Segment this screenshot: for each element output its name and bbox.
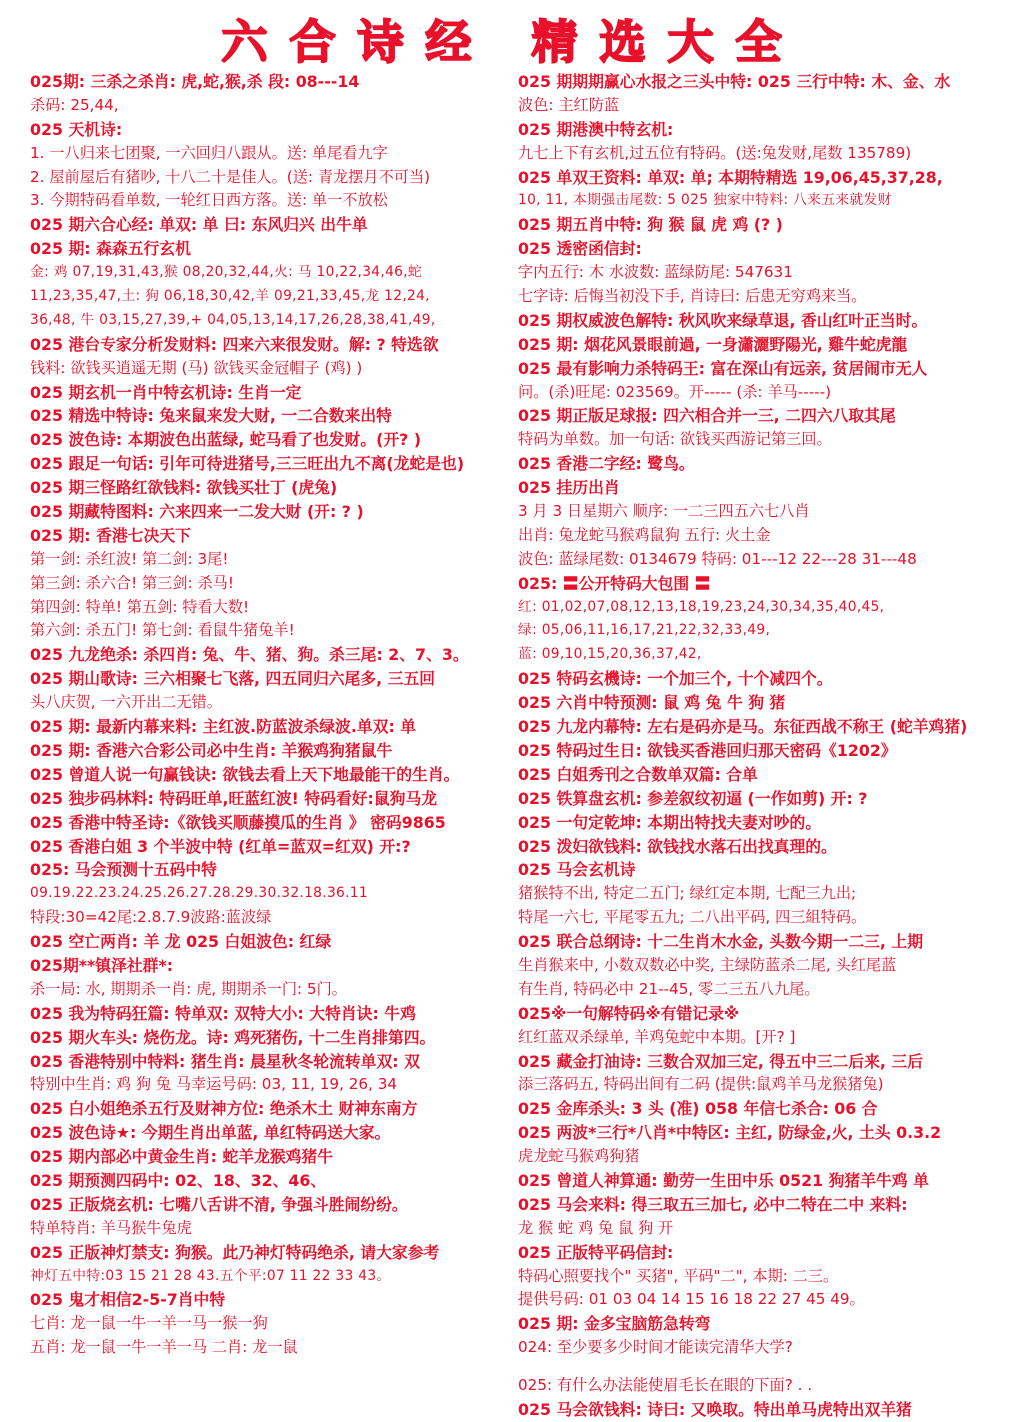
- left-text-line: 五肖: 龙一鼠一牛一羊一马 二肖: 龙一鼠: [30, 1338, 298, 1357]
- left-text-line: 头八庆贺, 一六开出二无错。: [30, 693, 222, 712]
- right-text-line: 虎龙蛇马猴鸡狗猪: [518, 1147, 640, 1166]
- left-text-line: 025期**镇泽社群*:: [30, 955, 174, 975]
- right-text-line: 025 期正版足球报: 四六相合并一三, 二四六八取其尾: [518, 406, 896, 426]
- right-text-line: 添三落码五, 特码出间有二码 (提供:鼠鸡羊马龙猴猪兔): [518, 1075, 884, 1094]
- right-text-line: 025 期: 金多宝脑筋急转弯: [518, 1314, 711, 1334]
- left-text-line: 025 期山歌诗: 三六相聚七飞落, 四五同归六尾多, 三五回: [30, 669, 436, 689]
- left-text-line: 025 期火车头: 烧伤龙。诗: 鸡死猪伤, 十二生肖排第四。: [30, 1027, 436, 1047]
- right-text-line: 025 马会玄机诗: [518, 860, 636, 880]
- left-text-line: 025 精选中特诗: 兔来鼠来发大财, 一二合数来出特: [30, 406, 392, 426]
- left-text-line: 025 期三怪路红欲钱料: 欲钱买壮丁 (虎兔): [30, 478, 338, 498]
- right-text-line: 025※一句解特码※有错记录※: [518, 1003, 740, 1023]
- left-text-line: 025 九龙绝杀: 杀四肖: 兔、牛、猪、狗。杀三尾: 2、7、3。: [30, 645, 469, 665]
- left-text-line: 025 我为特码狂篇: 特单双: 双特大小: 大特肖诀: 牛鸡: [30, 1003, 416, 1023]
- right-text-line: 025 期期期赢心水报之三头中特: 025 三行中特: 木、金、水: [518, 72, 951, 91]
- right-text-line: 3 月 3 日星期六 顺序: 一二三四五六七八肖: [518, 502, 810, 521]
- right-text-line: 025 马会来料: 得三取五三加七, 必中二特在二中 来料:: [518, 1194, 908, 1214]
- right-text-line: 025 泼妇欲钱料: 欲钱找水落石出找真理的。: [518, 836, 837, 856]
- left-text-line: 025 期六合心经: 单双: 单 曰: 东风归兴 出牛单: [30, 215, 368, 235]
- right-text-line: 025: 〓公开特码大包围 〓: [518, 573, 711, 593]
- right-text-line: 025 挂历出肖: [518, 478, 620, 498]
- left-text-line: 025 空亡两肖: 羊 龙 025 白姐波色: 红绿: [30, 932, 332, 952]
- right-text-line: 有生肖, 特码必中 21--45, 零二三五八九尾。: [518, 979, 820, 998]
- left-text-line: 025 期内部必中黄金生肖: 蛇羊龙猴鸡猪牛: [30, 1147, 334, 1167]
- right-text-line: 025 铁算盘玄机: 参差叙纹初逼 (一作如剪) 开: ?: [518, 788, 868, 808]
- right-text-line: 025 期权威波色解特: 秋风吹来绿草退, 香山红叶正当时。: [518, 310, 928, 330]
- left-text-line: 025 期: 森森五行玄机: [30, 239, 191, 259]
- right-text-line: 025 期港澳中特玄机:: [518, 119, 674, 139]
- right-text-line: 025 特码玄機诗: 一个加三个, 十个减四个。: [518, 669, 833, 689]
- right-text-line: 025 特码过生日: 欲钱买香港回归那天密码《1202》: [518, 740, 897, 760]
- right-text-line: 025: 有什么办法能使眉毛长在眼的下面? . .: [518, 1376, 813, 1395]
- right-text-line: 025 白姐秀刊之合数单双篇: 合单: [518, 764, 758, 784]
- right-text-line: 025 透密函信封:: [518, 239, 642, 259]
- right-text-line: 025 最有影响力杀特码王: 富在深山有远亲, 贫居闹市无人: [518, 358, 928, 378]
- right-text-line: 波色: 主红防蓝: [518, 95, 620, 114]
- right-text-line: 025 联合总纲诗: 十二生肖木水金, 头数今期一二三, 上期: [518, 932, 924, 952]
- right-column: [518, 70, 998, 1422]
- right-text-line: 025 香港二字经: 鹭鸟。: [518, 454, 695, 474]
- right-text-line: 025 曾道人神算通: 勤劳一生田中乐 0521 狗猪羊牛鸡 单: [518, 1170, 929, 1190]
- right-text-line: 025 九龙内幕特: 左右是码亦是马。东征西战不称王 (蛇羊鸡猪): [518, 717, 968, 737]
- right-text-line: 七字诗: 后悔当初没下手, 肖诗曰: 后患无穷鸡来当。: [518, 287, 867, 306]
- left-text-line: 025 香港特别中特料: 猪生肖: 晨星秋冬轮流转单双: 双: [30, 1051, 420, 1071]
- left-text-line: 七肖: 龙一鼠一牛一羊一马一猴一狗: [30, 1314, 268, 1333]
- right-text-line: 生肖猴来中, 小数双数必中奖, 主绿防蓝杀二尾, 头红尾蓝: [518, 955, 897, 974]
- right-text-line: 绿: 05,06,11,16,17,21,22,32,33,49,: [518, 622, 771, 639]
- left-text-line: 025 期预测四码中: 02、18、32、46、: [30, 1170, 327, 1190]
- left-text-line: 杀一局: 水, 期期杀一肖: 虎, 期期杀一门: 5门。: [30, 979, 347, 998]
- left-text-line: 025 独步码林料: 特码旺单,旺蓝红波! 特码看好:鼠狗马龙: [30, 788, 438, 808]
- left-text-line: 025 波色诗★: 今期生肖出单蓝, 单红特码送大家。: [30, 1123, 391, 1143]
- right-text-line: 025 六肖中特预测: 鼠 鸡 兔 牛 狗 猪: [518, 693, 786, 713]
- right-text-line: 红红蓝双杀绿单, 羊鸡兔蛇中本期。[开? ]: [518, 1027, 796, 1046]
- right-text-line: 特码心照要找个" 买猪", 平码"二", 本期: 二三。: [518, 1266, 839, 1285]
- right-text-line: 九七上下有玄机,过五位有特码。(送:兔发财,尾数 135789): [518, 143, 912, 162]
- left-text-line: 36,48, 牛 03,15,27,39,+ 04,05,13,14,17,26,28,38,41,49,: [30, 311, 436, 328]
- left-text-line: 09.19.22.23.24.25.26.27.28.29.30.32.18.36.11: [30, 885, 368, 902]
- right-text-line: 025 金库杀头: 3 头 (准) 058 年信七杀合: 06 合: [518, 1099, 878, 1119]
- right-text-line: 025 马会欲钱料: 诗曰: 又唤取。特出单马虎特出双羊猪: [518, 1399, 912, 1419]
- left-text-line: 025 跟足一句话: 引年可待进猪号,三三旺出九不离(龙蛇是也): [30, 454, 465, 474]
- left-text-line: 025 正版烧玄机: 七嘴八舌讲不清, 争强斗胜闹纷纷。: [30, 1194, 408, 1214]
- right-text-line: 波色: 蓝绿尾数: 0134679 特码: 01---12 22---28 31---48: [518, 549, 917, 568]
- right-text-line: 出肖: 兔龙蛇马猴鸡鼠狗 五行: 火土金: [518, 525, 771, 544]
- left-text-line: 杀码: 25,44,: [30, 95, 119, 114]
- left-text-line: 金: 鸡 07,19,31,43,猴 08,20,32,44,火: 马 10,22,34,46,蛇: [30, 264, 423, 281]
- left-text-line: 025 期藏特图料: 六来四来一二发大财 (开: ? ): [30, 502, 364, 522]
- left-text-line: 025 香港白姐 3 个半波中特 (红单=蓝双=红双) 开:?: [30, 836, 411, 856]
- left-text-line: 025: 马会预测十五码中特: [30, 860, 217, 880]
- right-text-line: 025 两波*三行*八肖*中特区: 主红, 防绿金,火, 土头 0.3.2: [518, 1123, 942, 1143]
- right-text-line: 025 单双王资料: 单双: 单; 本期特精选 19,06,45,37,28,: [518, 167, 943, 187]
- right-text-line: 问。(杀)旺尾: 023569。开----- (杀: 羊马-----): [518, 382, 832, 401]
- left-text-line: 025 正版神灯禁支: 狗猴。此乃神灯特码绝杀, 请大家参考: [30, 1242, 440, 1262]
- left-text-line: 第四剑: 特单! 第五剑: 特看大数!: [30, 597, 250, 616]
- left-text-line: 025 鬼才相信2-5-7肖中特: [30, 1290, 226, 1310]
- left-text-line: 2. 屋前屋后有猪吵, 十八二十是佳人。(送: 青龙摆月不可当): [30, 167, 431, 186]
- left-text-line: 025 港台专家分析发财料: 四来六来很发财。解: ? 特选欲: [30, 334, 439, 354]
- left-text-line: 钱料: 欲钱买逍遥无期 (马) 欲钱买金冠帽子 (鸡) ): [30, 358, 363, 377]
- left-text-line: 1. 一八归来七团聚, 一六回归八跟从。送: 单尾看九字: [30, 143, 388, 162]
- right-text-line: 猪猴特不出, 特定二五门; 绿红定本期, 七配三九出;: [518, 884, 857, 903]
- left-text-line: 特别中生肖: 鸡 狗 兔 马幸运号码: 03, 11, 19, 26, 34: [30, 1075, 398, 1094]
- right-text-line: 红: 01,02,07,08,12,13,18,19,23,24,30,34,35,40,45,: [518, 598, 885, 615]
- left-text-line: 025 期玄机一肖中特玄机诗: 生肖一定: [30, 382, 302, 402]
- left-text-line: 025期: 三杀之杀肖: 虎,蛇,猴,杀 段: 08---14: [30, 72, 360, 91]
- right-text-line: 字内五行: 木 水波数: 蓝绿防尾: 547631: [518, 263, 793, 282]
- left-text-line: 11,23,35,47,土: 狗 06,18,30,42,羊 09,21,33,45,龙 12,24,: [30, 288, 430, 305]
- right-text-line: 特码为单数。加一句话: 欲钱买西游记第三回。: [518, 430, 832, 449]
- left-text-line: 025 白小姐绝杀五行及财神方位: 绝杀木土 财神东南方: [30, 1099, 418, 1119]
- left-column: [30, 70, 520, 1360]
- left-text-line: 025 波色诗: 本期波色出蓝绿, 蛇马看了也发财。(开? ): [30, 430, 422, 450]
- left-text-line: 3. 今期特码看单数, 一轮红日西方落。送: 单一不放松: [30, 191, 388, 210]
- left-text-line: 025 期: 香港七决天下: [30, 525, 191, 545]
- right-text-line: 10, 11, 本期强击尾数: 5 025 独家中特料: 八来五来就发财: [518, 192, 892, 209]
- left-text-line: 第三剑: 杀六合! 第三剑: 杀马!: [30, 573, 234, 592]
- right-text-line: 025 藏金打油诗: 三数合双加三定, 得五中三二后来, 三后: [518, 1051, 924, 1071]
- right-text-line: 025 正版特平码信封:: [518, 1242, 674, 1262]
- right-text-line: 025 一句定乾坤: 本期出特找夫妻对吵的。: [518, 812, 822, 832]
- right-text-line: [518, 1360, 998, 1374]
- right-text-line: 提供号码: 01 03 04 14 15 16 18 22 27 45 49。: [518, 1290, 865, 1309]
- left-text-line: 025 期: 最新内幕来料: 主红波.防蓝波杀绿波.单双: 单: [30, 717, 417, 737]
- left-text-line: 025 曾道人说一句赢钱诀: 欲钱去看上天下地最能干的生肖。: [30, 764, 460, 784]
- left-text-line: 特单特肖: 羊马猴牛兔虎: [30, 1218, 192, 1237]
- left-text-line: 第六剑: 杀五门! 第七剑: 看鼠牛猪兔羊!: [30, 621, 295, 640]
- right-text-line: 蓝: 09,10,15,20,36,37,42,: [518, 646, 702, 663]
- left-text-line: 025 天机诗:: [30, 119, 123, 139]
- left-text-line: 特段:30=42尾:2.8.7.9波路:蓝波绿: [30, 908, 272, 927]
- right-text-line: 025 期五肖中特: 狗 猴 鼠 虎 鸡 (? ): [518, 215, 783, 235]
- page-title: 六合诗经 精选大全: [221, 15, 804, 69]
- left-text-line: 025 期: 香港六合彩公司必中生肖: 羊猴鸡狗猪鼠牛: [30, 740, 393, 760]
- right-text-line: 025 期: 烟花风景眼前過, 一身瀟灑野陽光, 雞牛蛇虎龍: [518, 334, 908, 354]
- right-text-line: 特尾一六七, 平尾零五九; 二八出平码, 四三組特码。: [518, 908, 867, 927]
- right-text-line: 024: 至少要多少时间才能读完清华大学?: [518, 1338, 793, 1357]
- left-text-line: 神灯五中特:03 15 21 28 43.五个平:07 11 22 33 43。: [30, 1267, 391, 1284]
- left-text-line: 第一剑: 杀红波! 第二剑: 3尾!: [30, 549, 229, 568]
- left-text-line: 025 香港中特圣诗:《欲钱买顺藤摸瓜的生肖 》 密码9865: [30, 812, 446, 832]
- right-text-line: 龙 猴 蛇 鸡 兔 鼠 狗 开: [518, 1218, 674, 1237]
